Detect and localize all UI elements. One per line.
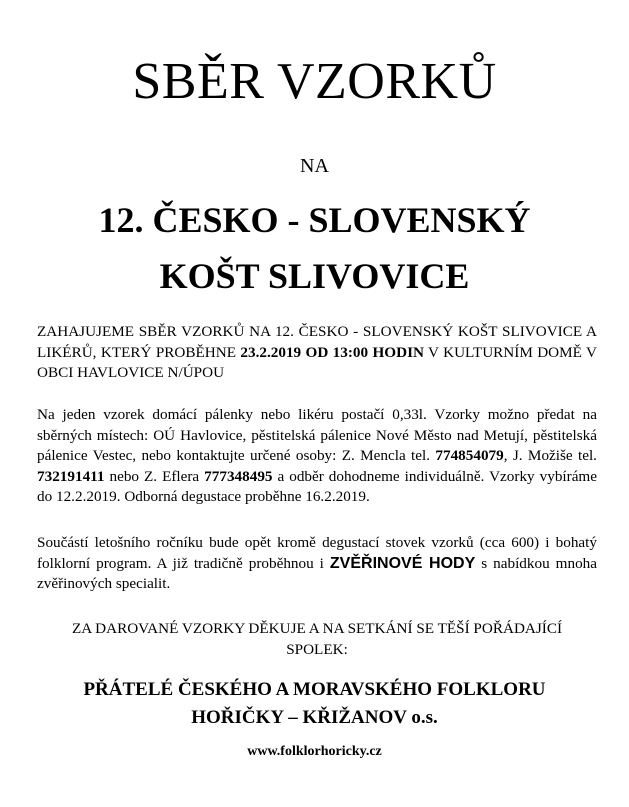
event-time: OD 13:00 HODIN (305, 343, 424, 361)
announcement-paragraph (37, 322, 597, 384)
contact-phone-mencl: 774854079 (435, 447, 504, 464)
program-text: Součástí letošního ročníku bude opět kromě degustací stovek vzorků (cca 600) i bohatý folklorní program. A již tradičně proběhnou i (37, 534, 597, 572)
thanks-note (37, 619, 597, 660)
event-venue: V KULTURNÍM DOMĚ V OBCI HAVLOVICE N/ÚPOU (37, 343, 597, 381)
contact-phone-mozis: 732191411 (37, 467, 105, 485)
event-name (0, 192, 629, 304)
collection-text-3: nebo Z. Eflera (104, 467, 205, 485)
poster-subtitle: NA (300, 155, 329, 177)
collection-text-2: , J. Možiše tel. (503, 447, 597, 464)
thanks-line-1: ZA DAROVANÉ VZORKY DĚKUJE A NA SETKÁNÍ SE TĚŠÍ POŘÁDAJÍCÍ (71, 620, 563, 637)
collection-text: Na jeden vzorek domácí pálenky nebo likéru postačí 0,33l. Vzorky možno předat na sběrných místech: OÚ Havlovice, pěstitelská pálenice Nové Město nad Metují, pěstitelská pálenice Vestec, nebo kontaktujte určené osoby: Z. Mencla tel. (37, 406, 597, 464)
organizer-line-1: PŘÁTELÉ ČESKÉHO A MORAVSKÉHO FOLKLORU (83, 679, 546, 700)
program-paragraph (37, 533, 597, 595)
event-name-line-2: KOŠT SLIVOVICE (159, 256, 470, 296)
collection-info-paragraph (37, 405, 597, 508)
organizer-name (0, 676, 629, 732)
contact-phone-efler: 777348495 (204, 467, 273, 485)
announcement-text: ZAHAJUJEME SBĚR VZORKŮ NA 12. ČESKO - SLOVENSKÝ KOŠT SLIVOVICE A LIKÉRŮ, KTERÝ PROBĚHNE (37, 323, 597, 361)
game-feast-highlight: ZVĚŘINOVÉ HODY (329, 554, 476, 572)
collection-text-4: a odběr dohodneme individuálně. Vzorky vybíráme do 12.2.2019. Odborná degustace proběhne 16.2.2019. (37, 467, 597, 505)
organizer-line-2: HOŘIČKY – KŘIŽANOV o.s. (191, 707, 438, 728)
program-text-2: s nabídkou mnoha zvěřinových specialit. (37, 554, 597, 592)
poster-title: SBĚR VZORKŮ (132, 53, 497, 110)
website-link[interactable]: www.folklorhoricky.cz (247, 744, 382, 759)
event-name-line-1: 12. ČESKO - SLOVENSKÝ (98, 200, 531, 240)
thanks-line-2: SPOLEK: (286, 640, 348, 658)
event-date: 23.2.2019 (240, 343, 302, 361)
